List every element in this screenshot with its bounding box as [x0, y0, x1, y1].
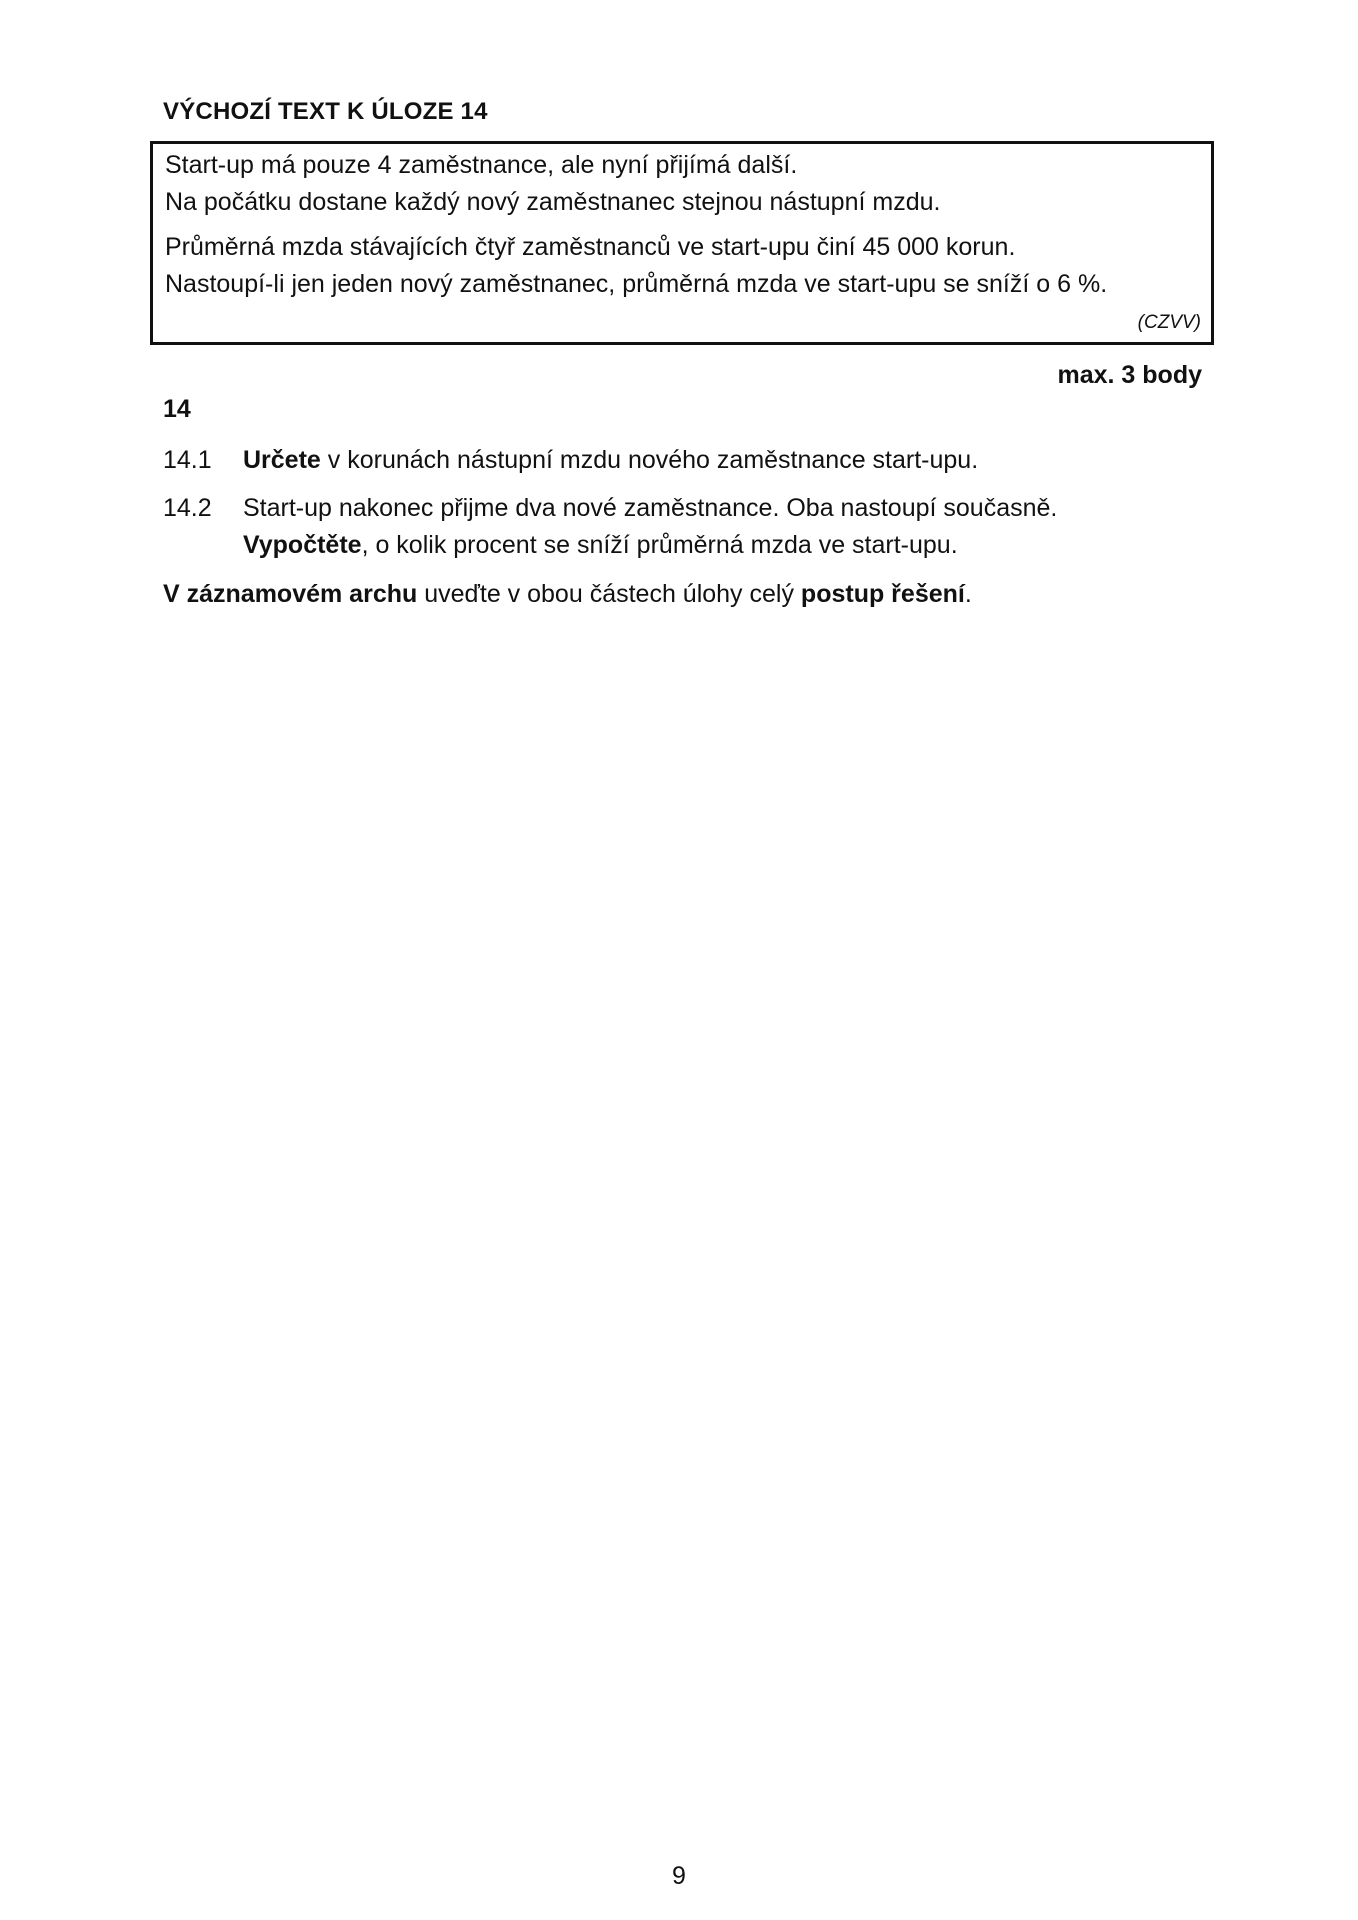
source-text-line: Na počátku dostane každý nový zaměstnanec stejnou nástupní mzdu. — [165, 188, 941, 216]
answer-sheet-instruction — [163, 580, 972, 609]
subtask-verb: Vypočtěte — [243, 531, 362, 559]
instruction-text: uveďte v obou částech úlohy celý — [417, 580, 801, 608]
subtask-body — [243, 446, 978, 475]
source-text-line: Start-up má pouze 4 zaměstnance, ale nyní přijímá další. — [165, 151, 798, 179]
source-text-line: Nastoupí-li jen jeden nový zaměstnanec, průměrná mzda ve start-upu se sníží o 6 %. — [165, 270, 1108, 298]
subtask-number: 14.1 — [163, 446, 212, 474]
instruction-bold: postup řešení — [800, 580, 965, 608]
subtask-text: v korunách nástupní mzdu nového zaměstnance start-upu. — [320, 446, 979, 474]
source-credit: (CZVV) — [1137, 312, 1201, 333]
instruction-bold: V záznamovém archu — [163, 580, 418, 608]
subtask-number: 14.2 — [163, 494, 212, 522]
instruction-text: . — [964, 580, 972, 608]
page-number: 9 — [672, 1862, 686, 1890]
subtask-body — [243, 494, 1057, 560]
source-text-line: Průměrná mzda stávajících čtyř zaměstnanců ve start-upu činí 45 000 korun. — [165, 233, 1016, 261]
source-text-heading: VÝCHOZÍ TEXT K ÚLOZE 14 — [163, 98, 488, 125]
subtask-text: Start-up nakonec přijme dva nové zaměstnance. Oba nastoupí současně. — [243, 494, 1058, 522]
source-text-box — [150, 141, 1214, 345]
max-points-label: max. 3 body — [1057, 361, 1202, 389]
subtask-text: , o kolik procent se sníží průměrná mzda ve start-upu. — [361, 531, 958, 559]
task-number: 14 — [163, 395, 191, 423]
subtask-verb: Určete — [243, 446, 321, 474]
